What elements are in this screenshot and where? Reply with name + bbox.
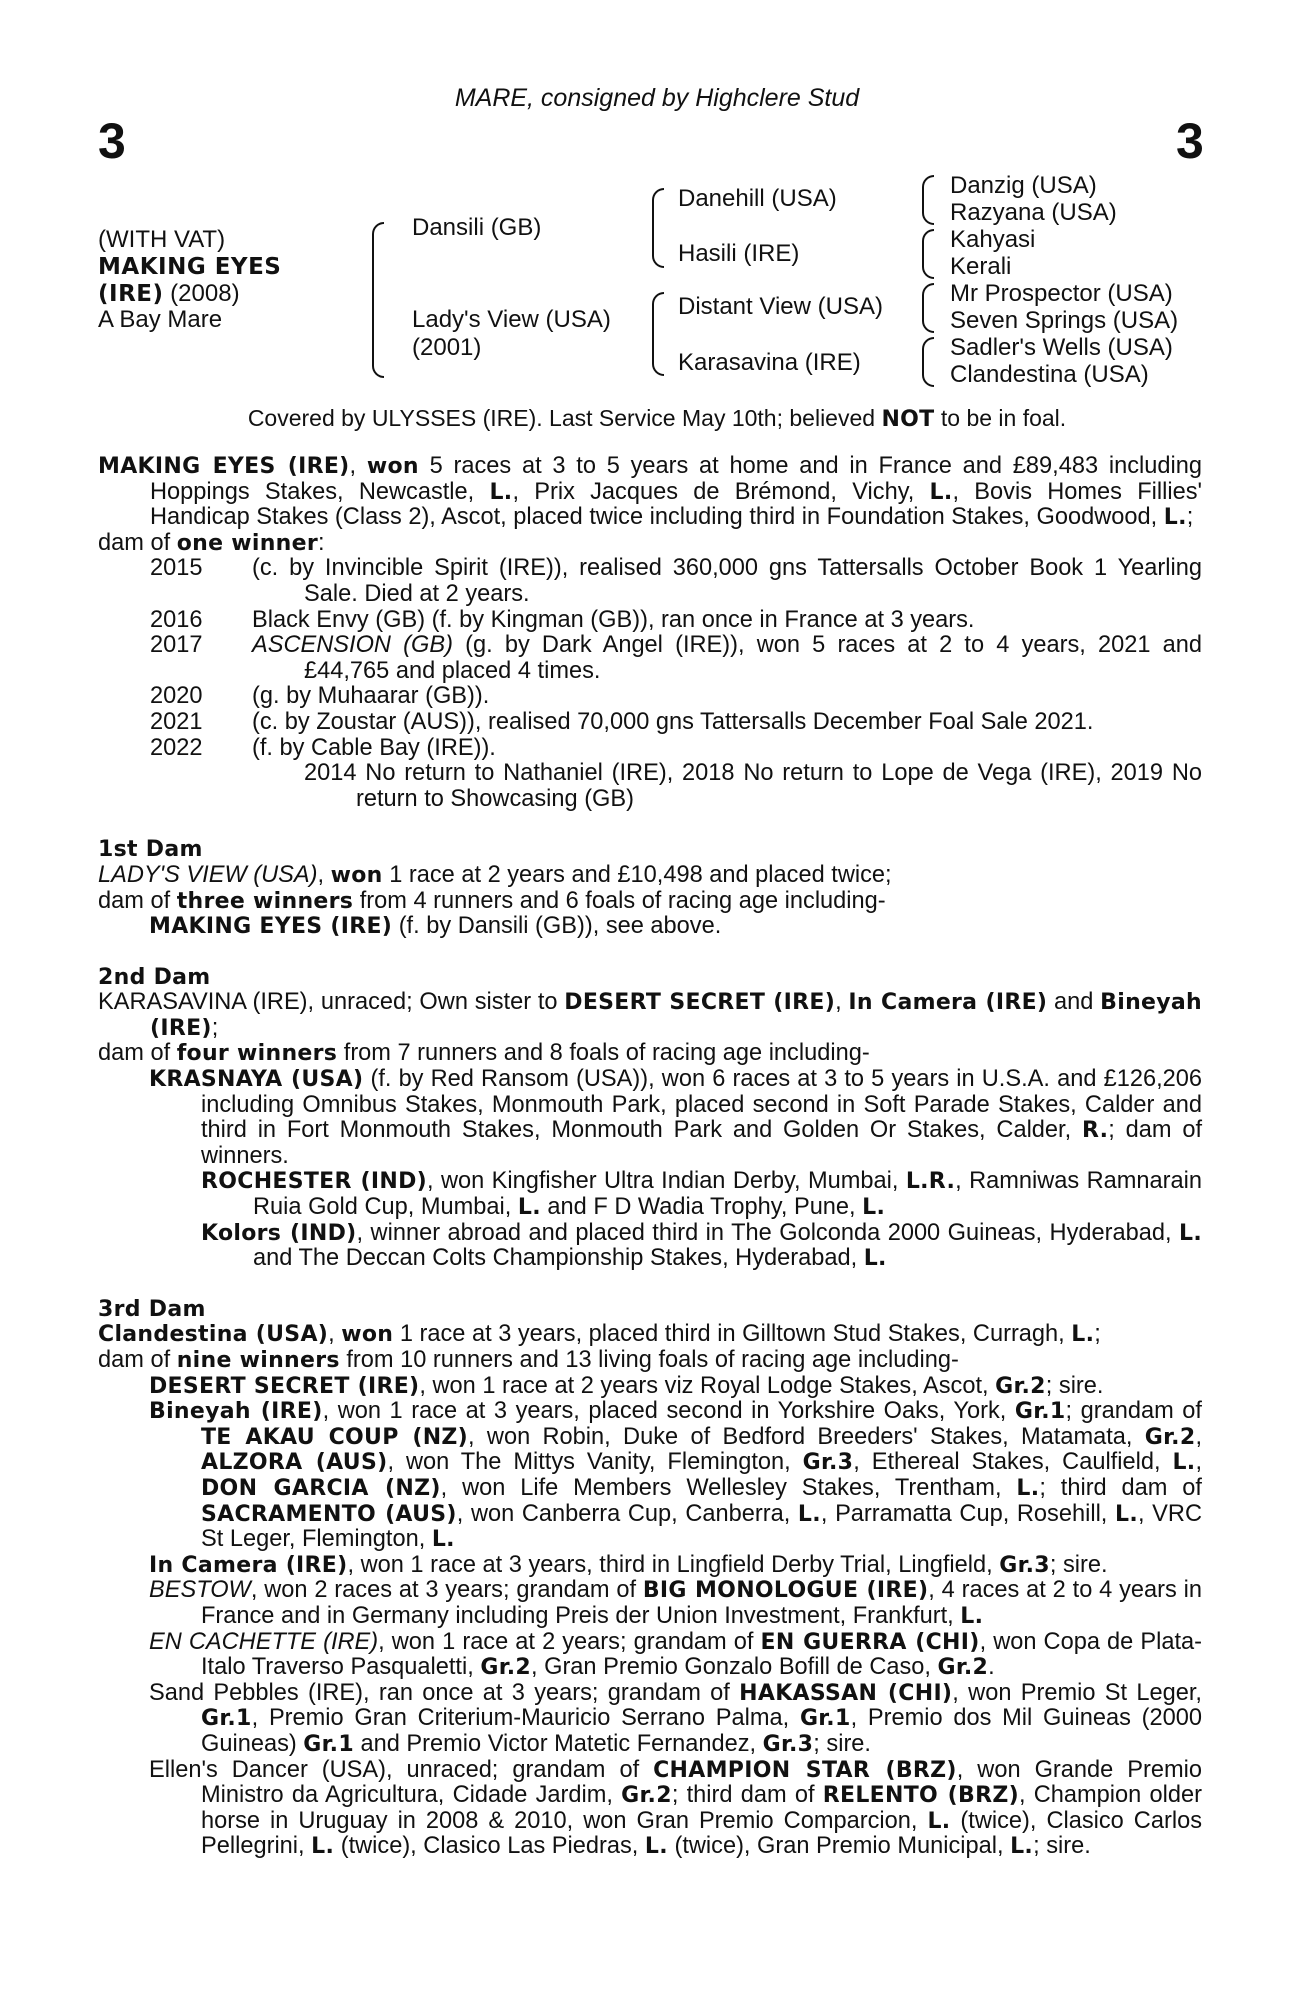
foal-entry: 2020 (g. by Muhaarar (GB)). bbox=[150, 683, 490, 710]
no-return-note: 2014 No return to Nathaniel (IRE), 2018 No return to Lope de Vega (IRE), 2019 No return to Showcasing (GB) bbox=[304, 760, 1202, 812]
dam-year: (2001) bbox=[412, 334, 482, 361]
produce-entry: ROCHESTER (IND), won Kingfisher Ultra Indian Derby, Mumbai, L.R., Ramniwas Ramnarain Ruia Gold Cup, Mumbai, L. and F D Wadia Trophy, Pune, L. bbox=[201, 1168, 1202, 1221]
foal-entry: 2017 ASCENSION (GB) (g. by Dark Angel (IRE)), won 5 races at 2 to 4 years, 2021 and £44,765 and placed 4 times. bbox=[150, 632, 1202, 684]
pedigree-brace bbox=[652, 188, 664, 268]
produce-entry: DESERT SECRET (IRE), won 1 race at 2 years viz Royal Lodge Stakes, Ascot, Gr.2; sire. bbox=[149, 1372, 1104, 1399]
third-dam-record: Clandestina (USA), won 1 race at 3 years, placed third in Gilltown Stud Stakes, Curragh, L.; bbox=[98, 1321, 1101, 1348]
foal-entry: 2016 Black Envy (GB) (f. by Kingman (GB)), ran once in France at 3 years. bbox=[150, 606, 975, 633]
ancestor: Kerali bbox=[950, 253, 1012, 280]
horse-record: MAKING EYES (IRE), won 5 races at 3 to 5 years at home and in France and £89,483 including Hoppings Stakes, Newcastle, L., Prix Jacques de Brémond, Vichy, L., Bovis Homes Fillies' Handicap Stakes (Class 2), Ascot, placed twice including third in Foundation Stakes, Goodwood, L.; bbox=[98, 453, 1203, 531]
dam-sire: Distant View (USA) bbox=[678, 293, 883, 320]
produce-entry: MAKING EYES (IRE) (f. by Dansili (GB)), see above. bbox=[149, 913, 722, 940]
dam-of-line: dam of one winner: bbox=[98, 529, 325, 556]
first-dam-produce: dam of three winners from 4 runners and 6 foals of racing age including- bbox=[98, 887, 886, 914]
consignment-subtitle: MARE, consigned by Highclere Stud bbox=[454, 84, 860, 112]
second-dam-record: KARASAVINA (IRE), unraced; Own sister to DESERT SECRET (IRE), In Camera (IRE) and Bineyah (IRE); bbox=[98, 989, 1202, 1041]
second-dam-produce: dam of four winners from 7 runners and 8 foals of racing age including- bbox=[98, 1040, 870, 1067]
pedigree-brace bbox=[652, 292, 664, 376]
pedigree-brace bbox=[922, 229, 934, 279]
dam-dam: Karasavina (IRE) bbox=[678, 349, 861, 376]
ancestor: Danzig (USA) bbox=[950, 172, 1097, 199]
third-dam-heading: 3rd Dam bbox=[98, 1296, 206, 1322]
ancestor: Mr Prospector (USA) bbox=[950, 280, 1173, 307]
vat-label: (WITH VAT) bbox=[98, 226, 226, 253]
foal-entry: 2015 (c. by Invincible Spirit (IRE)), realised 360,000 gns Tattersalls October Book 1 Yearling Sale. Died at 2 years. bbox=[150, 555, 1202, 607]
sire: Dansili (GB) bbox=[412, 214, 542, 241]
horse-name-origin: (IRE) (2008) bbox=[98, 280, 240, 307]
foal-entry: 2021 (c. by Zoustar (AUS)), realised 70,000 gns Tattersalls December Foal Sale 2021. bbox=[150, 708, 1094, 735]
first-dam-record: LADY'S VIEW (USA), won 1 race at 2 years and £10,498 and placed twice; bbox=[98, 861, 892, 888]
produce-entry: EN CACHETTE (IRE), won 1 race at 2 years; grandam of EN GUERRA (CHI), won Copa de Plata-Italo Traverso Pasqualetti, Gr.2, Gran Premio Gonzalo Bofill de Caso, Gr.2. bbox=[149, 1628, 1202, 1681]
ancestor: Kahyasi bbox=[950, 226, 1036, 253]
produce-entry: In Camera (IRE), won 1 race at 3 years, third in Lingfield Derby Trial, Lingfield, Gr.3; sire. bbox=[149, 1551, 1108, 1578]
pedigree-brace bbox=[372, 222, 384, 378]
pedigree-brace bbox=[922, 175, 934, 225]
second-dam-heading: 2nd Dam bbox=[98, 964, 211, 990]
produce-entry: Sand Pebbles (IRE), ran once at 3 years; grandam of HAKASSAN (CHI), won Premio St Leger, Gr.1, Premio Gran Criterium-Mauricio Serrano Palma, Gr.1, Premio dos Mil Guineas (2000 Guineas) Gr.1 and Premio Victor Matetic Fernandez, Gr.3; sire. bbox=[149, 1679, 1202, 1757]
sire-sire: Danehill (USA) bbox=[678, 185, 837, 212]
produce-entry: Bineyah (IRE), won 1 race at 3 years, placed second in Yorkshire Oaks, York, Gr.1; grandam of TE AKAU COUP (NZ), won Robin, Duke of Bedford Breeders' Stakes, Matamata, Gr.2, ALZORA (AUS), won The Mittys Vanity, Flemington, Gr.3, Ethereal Stakes, Caulfield, L., DON GARCIA (NZ), won Life Members Wellesley Stakes, Trentham, L.; third dam of SACRAMENTO (AUS), won Canberra Cup, Canberra, L., Parramatta Cup, Rosehill, L., VRC St Leger, Flemington, L. bbox=[149, 1398, 1202, 1553]
pedigree-brace bbox=[922, 337, 934, 387]
first-dam-heading: 1st Dam bbox=[98, 837, 203, 863]
ancestor: Seven Springs (USA) bbox=[950, 307, 1179, 334]
produce-entry: BESTOW, won 2 races at 3 years; grandam of BIG MONOLOGUE (IRE), 4 races at 2 to 4 years in France and in Germany including Preis der Union Investment, Frankfurt, L. bbox=[149, 1577, 1203, 1629]
foal-entry: 2022 (f. by Cable Bay (IRE)). bbox=[150, 734, 496, 761]
lot-number-right: 3 bbox=[1176, 113, 1205, 169]
produce-record bbox=[98, 454, 1202, 1860]
third-dam-produce: dam of nine winners from 10 runners and 13 living foals of racing age including- bbox=[98, 1347, 959, 1373]
dam: Lady's View (USA) bbox=[412, 306, 611, 333]
produce-entry: Kolors (IND), winner abroad and placed third in The Golconda 2000 Guineas, Hyderabad, L. and The Deccan Colts Championship Stakes, Hyderabad, L. bbox=[201, 1219, 1202, 1272]
covering-note: Covered by ULYSSES (IRE). Last Service May 10th; believed NOT to be in foal. bbox=[247, 405, 1067, 432]
horse-name: MAKING EYES bbox=[98, 254, 282, 280]
ancestor: Clandestina (USA) bbox=[950, 361, 1149, 388]
produce-entry: Ellen's Dancer (USA), unraced; grandam of CHAMPION STAR (BRZ), won Grande Premio Ministro da Agricultura, Cidade Jardim, Gr.2; third dam of RELENTO (BRZ), Champion older horse in Uruguay in 2008 & 2010, won Gran Premio Comparcion, L. (twice), Clasico Carlos Pellegrini, L. (twice), Clasico Las Piedras, L. (twice), Gran Premio Municipal, L.; sire. bbox=[149, 1756, 1202, 1860]
ancestor: Razyana (USA) bbox=[950, 199, 1117, 226]
ancestor: Sadler's Wells (USA) bbox=[950, 334, 1173, 361]
horse-description: A Bay Mare bbox=[98, 306, 223, 333]
lot-number-left: 3 bbox=[98, 113, 127, 169]
sire-dam: Hasili (IRE) bbox=[678, 240, 800, 267]
produce-entry: KRASNAYA (USA) (f. by Red Ransom (USA)), won 6 races at 3 to 5 years in U.S.A. and £126,206 including Omnibus Stakes, Monmouth Park, placed second in Soft Parade Stakes, Calder and third in Fort Monmouth Stakes, Monmouth Park and Golden Or Stakes, Calder, R.; dam of winners. bbox=[149, 1066, 1202, 1169]
pedigree-brace bbox=[922, 283, 934, 333]
